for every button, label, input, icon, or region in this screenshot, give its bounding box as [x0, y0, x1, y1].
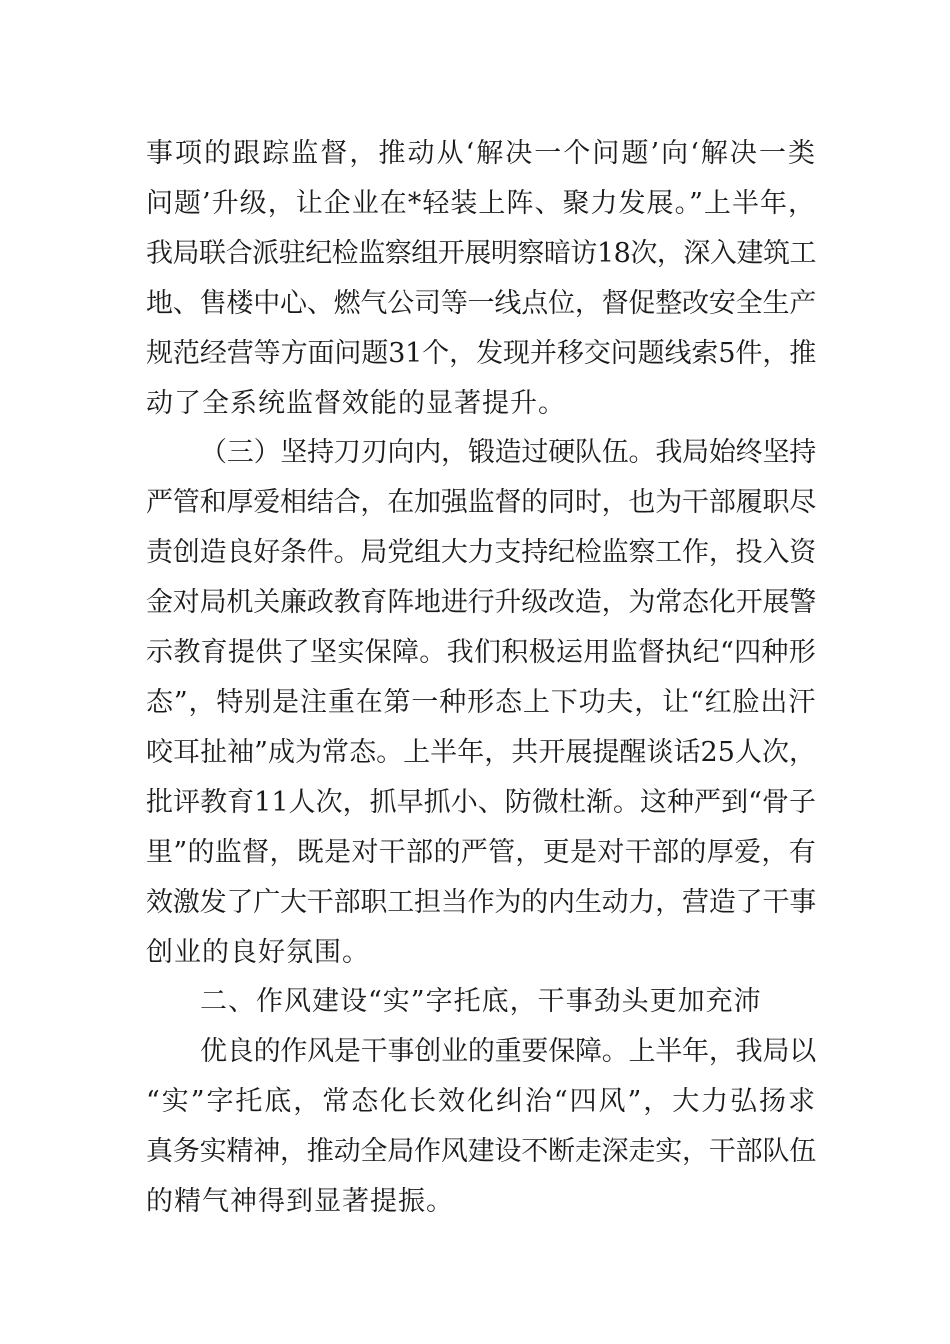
text-line: 效激发了广大干部职工担当作为的内生动力，营造了干事	[146, 887, 816, 918]
text-line: 问题’升级，让企业在*轻装上阵、聚力发展。”上半年，	[146, 188, 816, 219]
text-line: 金对局机关廉政教育阵地进行升级改造，为常态化开展警	[146, 587, 816, 618]
chapter-heading: 二、作风建设“实”字托底，干事劲头更加充沛	[200, 986, 762, 1017]
paragraph-last-line: 动了全系统监督效能的显著提升。	[146, 388, 566, 419]
text-line: 事项的跟踪监督，推动从‘解决一个问题’向‘解决一类	[146, 138, 816, 169]
text-line: 咬耳扯袖”成为常态。上半年，共开展提醒谈话25人次，	[146, 737, 816, 768]
text-line: 批评教育11人次，抓早抓小、防微杜渐。这种严到“骨子	[146, 787, 816, 818]
text-line: 规范经营等方面问题31个，发现并移交问题线索5件，推	[146, 338, 816, 369]
text-line: 我局联合派驻纪检监察组开展明察暗访18次，深入建筑工	[146, 238, 816, 269]
text-line: 严管和厚爱相结合，在加强监督的同时，也为干部履职尽	[146, 487, 816, 518]
text-line: 里”的监督，既是对干部的严管，更是对干部的厚爱，有	[146, 837, 816, 868]
paragraph-first-line: 优良的作风是干事创业的重要保障。上半年，我局以	[200, 1036, 816, 1067]
section-heading-line: （三）坚持刀刃向内，锻造过硬队伍。我局始终坚持	[200, 437, 816, 468]
text-line: 示教育提供了坚实保障。我们积极运用监督执纪“四种形	[146, 637, 816, 668]
text-line: 真务实精神，推动全局作风建设不断走深走实，干部队伍	[146, 1136, 816, 1167]
text-line: “实”字托底，常态化长效化纠治“四风”，大力弘扬求	[146, 1086, 816, 1117]
paragraph-last-line: 创业的良好氛围。	[146, 937, 370, 968]
paragraph-last-line: 的精气神得到显著提振。	[146, 1186, 454, 1217]
text-line: 态”，特别是注重在第一种形态上下功夫，让“红脸出汗	[146, 687, 816, 718]
text-line: 地、售楼中心、燃气公司等一线点位，督促整改安全生产	[146, 288, 816, 319]
text-line: 责创造良好条件。局党组大力支持纪检监察工作，投入资	[146, 537, 816, 568]
